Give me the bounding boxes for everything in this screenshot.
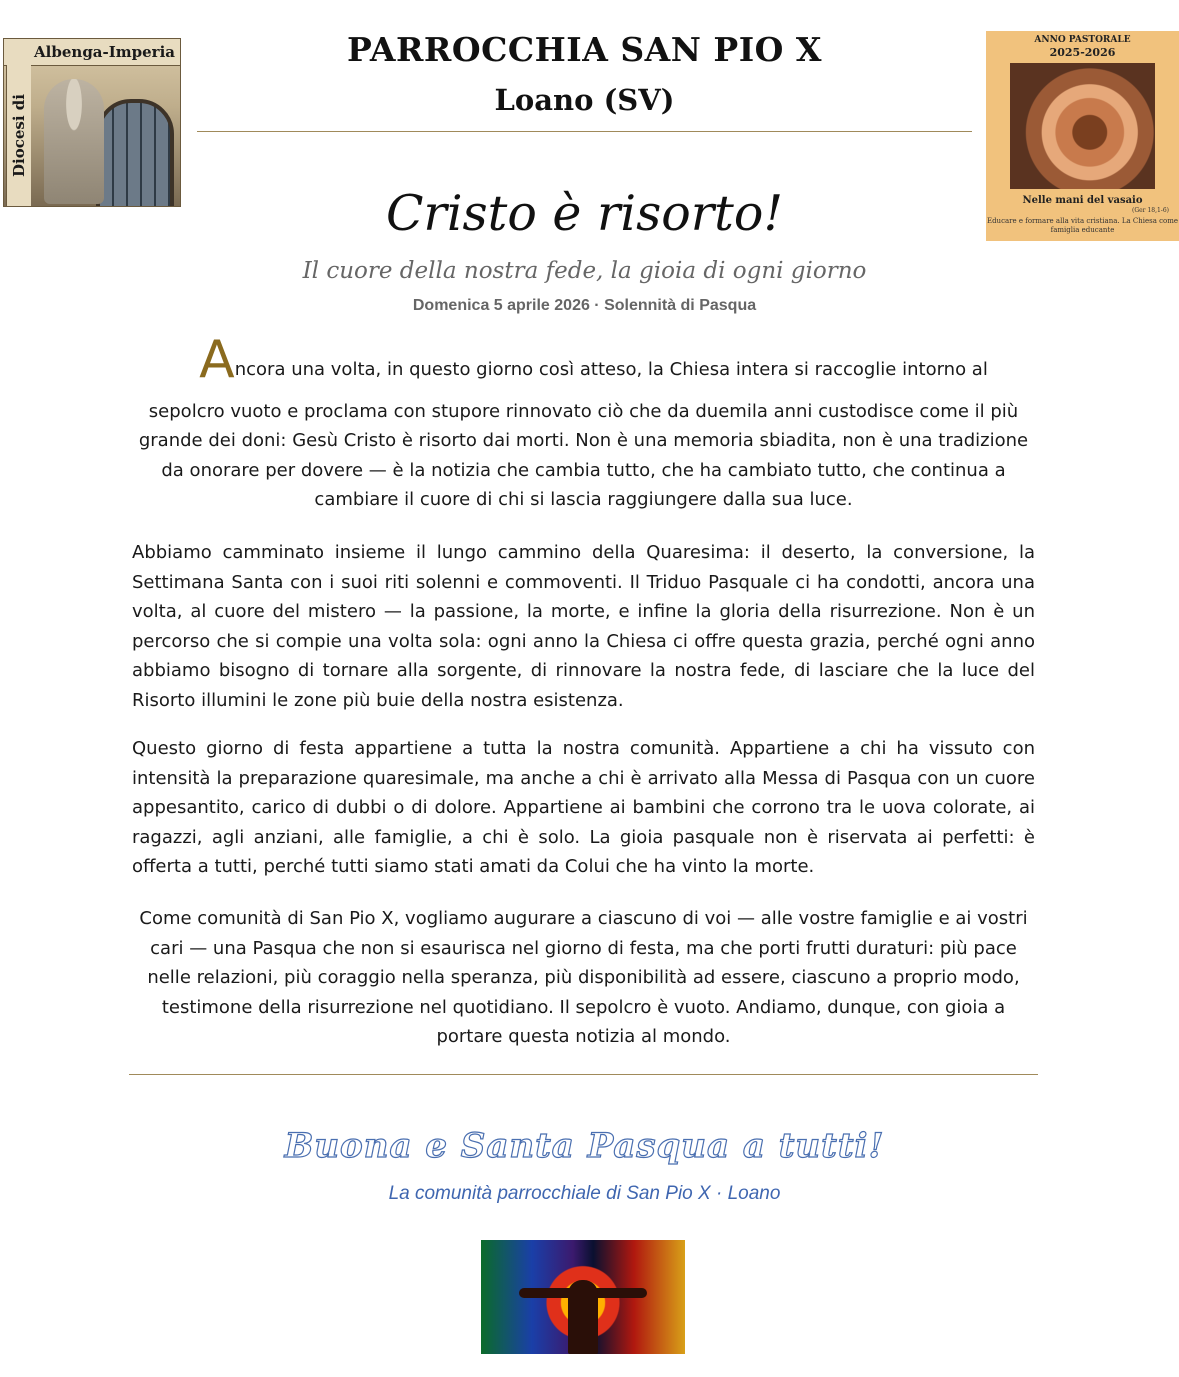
footer-divider (129, 1074, 1038, 1075)
paragraph-intro (132, 330, 1035, 515)
intro-first-line (132, 330, 1035, 390)
diocese-logo-statue (44, 79, 104, 204)
intro-rest-text: sepolcro vuoto e proclama con stupore rinnovato ciò che da duemila anni custodisce come il più grande dei doni: Gesù Cristo è risorto dai morti. Non è una memoria sbiadita, non è una tradizione da onorare per dovere — è la notizia che cambia tutto, che ha cambiato tutto, che continua a cambiare il cuore di chi si lascia raggiungere dalla sua luce. (138, 400, 1029, 510)
paragraph-wishes: Come comunità di San Pio X, vogliamo augurare a ciascuno di voi — alle vostre famiglie e ai vostri cari — una Pasqua che non si esaurisca nel giorno di festa, ma che porti frutti duraturi: più pace nelle relazioni, più coraggio nella speranza, più disponibilità ad essere, ciascuno a proprio modo, testimone della risurrezione nel quotidiano. Il sepolcro è vuoto. Andiamo, dunque, con gioia a portare questa notizia al mondo. (139, 908, 1028, 1047)
article-tagline: Il cuore della nostra fede, la gioia di ogni giorno (302, 258, 867, 284)
diocese-logo-vertical-text: Diocesi di (6, 65, 31, 206)
parish-location: Loano (SV) (494, 83, 675, 117)
drop-cap: A (199, 330, 235, 390)
risen-christ-figure (568, 1280, 598, 1354)
pastoral-year-logo (986, 31, 1179, 241)
article-headline: Cristo è risorto! (385, 185, 784, 242)
article-dateline: Domenica 5 aprile 2026 · Solennità di Pasqua (412, 297, 757, 314)
potter-hands-image (1010, 63, 1155, 189)
pastoral-year-caption: Nelle mani del vasaio (1022, 195, 1143, 206)
pastoral-year-subcaption: Educare e formare alla vita cristiana. La Chiesa come famiglia educante (986, 217, 1179, 234)
signature: La comunità parrocchiale di San Pio X · Loano (388, 1183, 781, 1204)
header-divider (197, 131, 972, 132)
paragraph-lent: Abbiamo camminato insieme il lungo cammino della Quaresima: il deserto, la conversione, la Settimana Santa con i suoi riti solenni e commoventi. Il Triduo Pasquale ci ha condotti, ancora una volta, al cuore del mistero — la passione, la morte, e infine la gloria della risurrezione. Non è un percorso che si compie una volta sola: ogni anno la Chiesa ci offre questa grazia, perché ogni anno abbiamo bisogno di tornare alla sorgente, di rinnovare la nostra fede, di lasciare che la luce del Risorto illumini le zone più buie della nostra esistenza. (132, 542, 1035, 711)
parish-name: PARROCCHIA SAN PIO X (346, 30, 823, 69)
intro-first-line-text: ncora una volta, in questo giorno così atteso, la Chiesa intera si raccoglie intorno al (234, 359, 988, 380)
pastoral-year-reference: (Ger 18,1-6) (1131, 207, 1169, 214)
pastoral-year-label: ANNO PASTORALE (1034, 35, 1131, 45)
risen-christ-image (481, 1240, 685, 1354)
pastoral-year-range: 2025-2026 (1049, 46, 1116, 59)
diocese-logo-banner: Albenga-Imperia (4, 39, 180, 66)
diocese-logo (3, 38, 181, 207)
easter-wish: Buona e Santa Pasqua a tutti! (284, 1126, 885, 1166)
paragraph-community: Questo giorno di festa appartiene a tutta la nostra comunità. Appartiene a chi ha vissuto con intensità la preparazione quaresimale, ma anche a chi è arrivato alla Messa di Pasqua con un cuore appesantito, carico di dubbi o di dolore. Appartiene ai bambini che corrono tra le uova colorate, ai ragazzi, agli anziani, alle famiglie, a chi è solo. La gioia pasquale non è riservata ai perfetti: è offerta a tutti, perché tutti siamo stati amati da Colui che ha vinto la morte. (132, 738, 1035, 877)
diocese-logo-window (96, 99, 174, 207)
